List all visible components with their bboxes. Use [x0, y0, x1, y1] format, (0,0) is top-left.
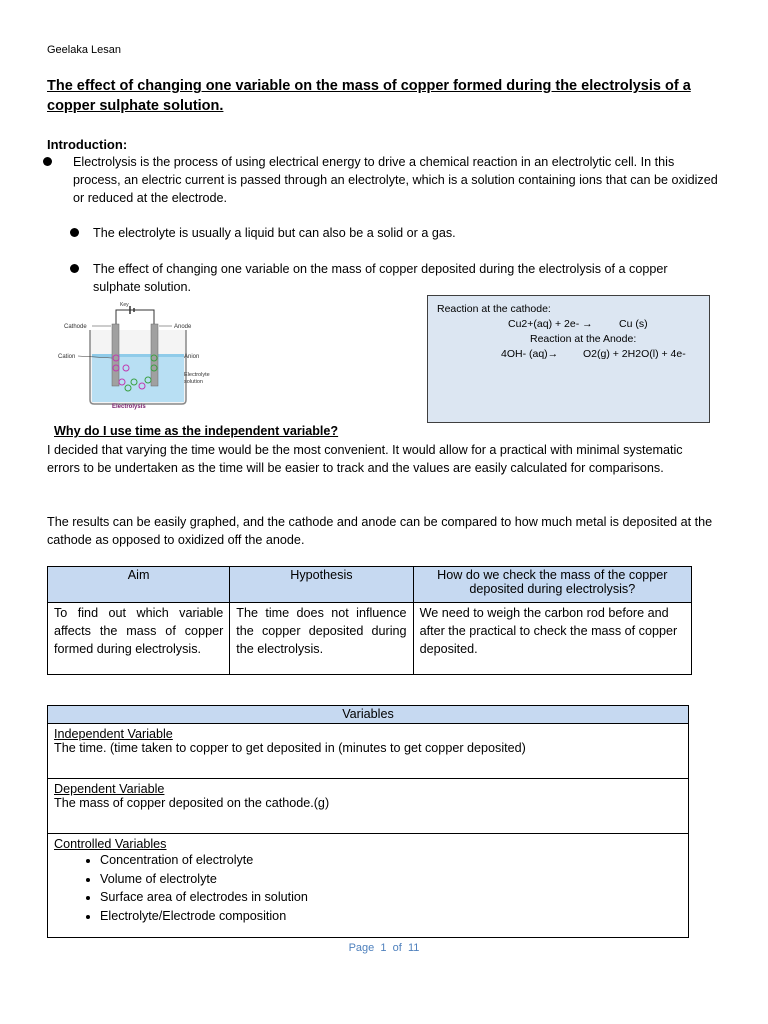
anode-equation-right: O2(g) + 2H2O(l) + 4e- — [583, 348, 686, 360]
anion-label: Anion — [184, 354, 200, 360]
page-word: Page — [348, 942, 375, 954]
cathode-equation-left: Cu2+(aq) + 2e- → — [508, 318, 593, 330]
aim-table — [47, 566, 692, 675]
hypothesis-cell: The time does not influence the copper deposited during the electrolysis. — [230, 603, 413, 675]
controlled-variables-label: Controlled Variables — [54, 837, 167, 851]
anode-label: Anode — [174, 324, 192, 330]
cathode-equation-right: Cu (s) — [619, 318, 648, 330]
independent-variable-cell — [48, 724, 689, 779]
anode-reaction-label: Reaction at the Anode: — [530, 333, 637, 345]
document-title: The effect of changing one variable on the mass of copper formed during the electrolysis of a copper sulphate solution. — [47, 78, 691, 114]
anode-equation-left: 4OH- (aq)→ — [501, 348, 559, 360]
page-total: 11 — [407, 942, 420, 954]
hypothesis-header: Hypothesis — [230, 567, 413, 603]
of-word: of — [392, 942, 402, 954]
page-footer — [0, 942, 768, 954]
list-item: • Concentration of electrolyte — [100, 851, 682, 870]
intro-heading: Introduction: — [47, 137, 128, 152]
list-item: • Electrolyte/Electrode composition — [100, 907, 682, 926]
cathode-label: Cathode — [64, 324, 87, 330]
dependent-variable-label: Dependent Variable — [54, 782, 165, 796]
key-label: Key — [120, 302, 129, 308]
reaction-box — [427, 295, 710, 423]
why-heading: Why do I use time as the independent variable? — [54, 424, 339, 438]
electrolyte-label: Electrolyte — [184, 372, 210, 378]
bullet-icon — [70, 228, 79, 237]
bullet-icon — [70, 264, 79, 273]
intro-bullet-3: The effect of changing one variable on the mass of copper deposited during the electrolysis of a copper sulphate solution. — [93, 262, 668, 294]
controlled-variables-cell — [48, 834, 689, 938]
check-cell: We need to weigh the carbon rod before and after the practical to check the mass of copper deposited. — [413, 603, 691, 675]
list-item: • Volume of electrolyte — [100, 870, 682, 889]
author-name: Geelaka Lesan — [47, 44, 121, 56]
dependent-variable-value: The mass of copper deposited on the cathode.(g) — [54, 796, 330, 810]
dependent-variable-cell — [48, 779, 689, 834]
intro-bullet-2: The electrolyte is usually a liquid but can also be a solid or a gas. — [93, 226, 456, 240]
cation-label: Cation — [58, 354, 76, 360]
cathode-reaction-label: Reaction at the cathode: — [437, 303, 551, 315]
independent-variable-value: The time. (time taken to copper to get deposited in (minutes to get copper deposited) — [54, 741, 526, 755]
check-header: How do we check the mass of the copper deposited during electrolysis? — [413, 567, 691, 603]
bullet-icon — [43, 157, 52, 166]
variables-header: Variables — [48, 706, 689, 724]
aim-cell: To find out which variable affects the mass of copper formed during electrolysis. — [48, 603, 230, 675]
independent-variable-label: Independent Variable — [54, 727, 173, 741]
why-paragraph-1: I decided that varying the time would be the most convenient. It would allow for a practical with minimal systematic errors to be undertaken as the time will be easier to track and the values are easily calculated for comparisons. — [47, 443, 683, 475]
why-paragraph-2: The results can be easily graphed, and the cathode and anode can be compared to how much metal is deposited at the cathode as opposed to oxidized off the anode. — [47, 515, 713, 547]
page-number: 1 — [380, 942, 387, 954]
controlled-variables-list — [54, 851, 682, 925]
list-item: • Surface area of electrodes in solution — [100, 888, 682, 907]
aim-header: Aim — [48, 567, 230, 603]
intro-bullet-1: Electrolysis is the process of using electrical energy to drive a chemical reaction in an electrolytic cell. In this process, an electric current is passed through an electrolyte, which is a solution containing ions that can be oxidized or reduced at the electrode. — [73, 155, 718, 205]
variables-table — [47, 705, 689, 938]
diagram-caption: Electrolysis — [112, 404, 146, 410]
solution-label: solution — [184, 379, 203, 385]
electrolysis-diagram — [54, 298, 214, 410]
